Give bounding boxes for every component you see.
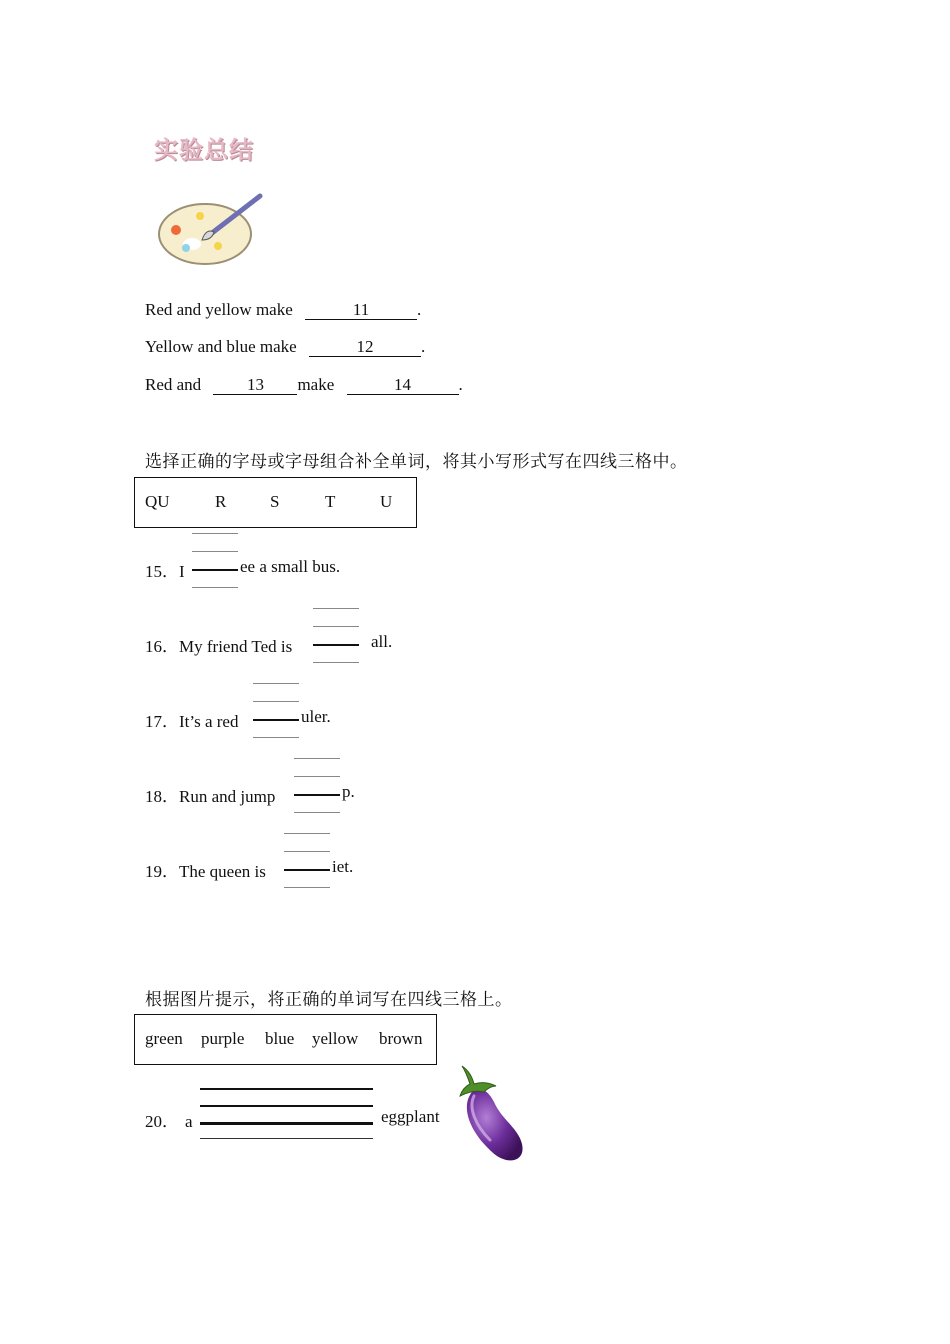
option-qu: QU — [145, 492, 170, 511]
option-brown: brown — [379, 1029, 423, 1048]
question-20 — [145, 1107, 193, 1132]
period: . — [458, 375, 463, 394]
question-number: 16． — [145, 637, 179, 656]
four-line-grid-20[interactable] — [200, 1088, 373, 1140]
option-r: R — [215, 492, 227, 511]
question-16 — [145, 632, 292, 657]
option-purple: purple — [201, 1029, 245, 1048]
option-blue: blue — [265, 1029, 295, 1048]
mix-line-2-text: Yellow and blue make — [145, 337, 297, 356]
question-text-before: My friend Ted is — [179, 637, 293, 656]
section2-instruction: 选择正确的字母或字母组合补全单词，将其小写形式写在四线三格中。 — [145, 452, 688, 472]
answer-blank-11[interactable] — [305, 301, 417, 320]
question-19 — [145, 857, 266, 882]
period: . — [420, 337, 426, 356]
period: . — [417, 300, 422, 319]
question-number: 18． — [145, 787, 179, 806]
four-line-grid-18[interactable] — [294, 758, 340, 814]
section3-instruction: 根据图片提示，将正确的单词写在四线三格上。 — [145, 990, 513, 1010]
answer-blank-13[interactable] — [213, 376, 297, 395]
mix-line-3-mid: make — [297, 375, 335, 394]
question-text-before: a — [185, 1112, 193, 1131]
question-text-before: The queen is — [179, 862, 266, 881]
question-text-before: It’s a red — [179, 712, 239, 731]
mix-line-2 — [145, 337, 425, 357]
summary-header-image — [150, 128, 290, 278]
question-18-after: p. — [342, 782, 355, 801]
option-green: green — [145, 1029, 183, 1048]
blank-number-13: 13 — [246, 375, 264, 394]
answer-blank-14[interactable] — [347, 376, 459, 395]
four-line-grid-17[interactable] — [253, 683, 299, 739]
blank-number-12: 12 — [356, 337, 374, 356]
question-15 — [145, 557, 185, 582]
question-16-after: all. — [371, 632, 393, 651]
question-20-after: eggplant — [381, 1107, 440, 1126]
four-line-grid-19[interactable] — [284, 833, 330, 889]
mix-line-1 — [145, 300, 421, 320]
mix-line-3-pre: Red and — [145, 375, 202, 394]
four-line-grid-15[interactable] — [192, 533, 238, 589]
question-number: 20． — [145, 1112, 179, 1131]
question-number: 17． — [145, 712, 179, 731]
question-number: 19． — [145, 862, 179, 881]
question-text-before: I — [179, 562, 185, 581]
option-u: U — [380, 492, 393, 511]
eggplant-icon — [452, 1062, 532, 1167]
question-18 — [145, 782, 275, 807]
letter-options-box — [134, 477, 417, 528]
blank-number-14: 14 — [394, 375, 412, 394]
question-19-after: iet. — [332, 857, 354, 876]
summary-title-art: 实验总结 — [154, 136, 254, 164]
question-17-after: uler. — [301, 707, 331, 726]
option-yellow: yellow — [312, 1029, 359, 1048]
question-17 — [145, 707, 238, 732]
option-s: S — [270, 492, 280, 511]
answer-blank-12[interactable] — [309, 338, 421, 357]
word-options-box — [134, 1014, 437, 1065]
question-number: 15． — [145, 562, 179, 581]
question-15-after: ee a small bus. — [240, 557, 341, 576]
palette-icon — [150, 188, 290, 288]
option-t: T — [325, 492, 336, 511]
mix-line-3 — [145, 375, 463, 395]
blank-number-11: 11 — [352, 300, 370, 319]
four-line-grid-16[interactable] — [313, 608, 359, 664]
mix-line-1-text: Red and yellow make — [145, 300, 293, 319]
question-text-before: Run and jump — [179, 787, 276, 806]
